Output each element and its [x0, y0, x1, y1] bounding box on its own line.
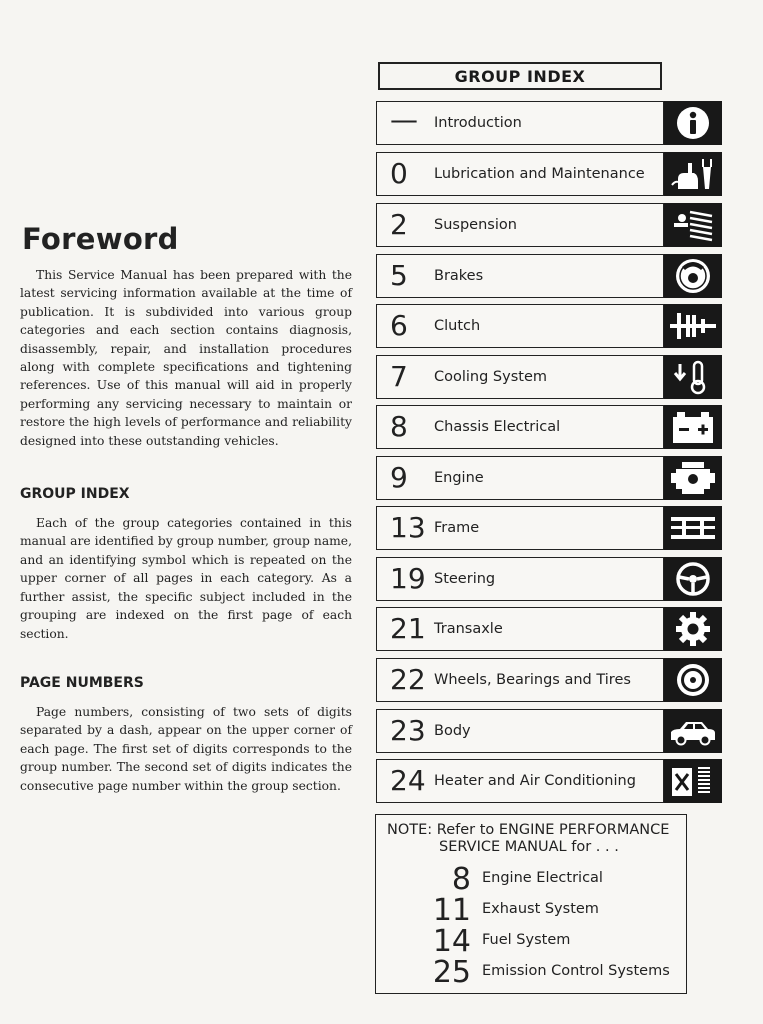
foreword-column — [20, 222, 352, 795]
index-row-wheels[interactable] — [376, 658, 723, 702]
index-row-label: Chassis Electrical — [434, 419, 561, 435]
index-row-label: Clutch — [434, 318, 481, 334]
note-item-number: 25 — [432, 955, 471, 990]
index-row-label: Transaxle — [434, 621, 503, 637]
index-row-label: Suspension — [434, 217, 517, 233]
index-row-number: 13 — [390, 511, 426, 544]
index-row-introduction[interactable] — [376, 101, 723, 145]
brake-disc-icon — [664, 254, 722, 298]
clutch-icon — [664, 304, 722, 348]
group-index-paragraph: Each of the group categories contained in this manual are identified by group number, group name, and an identifying symbol which is repeated on the upper corner of all pages in each category. As a further assist, the specific subject included in the grouping are indexed on the first page of each section. — [20, 516, 352, 641]
index-row-number: 2 — [390, 208, 408, 241]
index-row-heater[interactable] — [376, 759, 723, 803]
index-row-lubrication[interactable] — [376, 152, 723, 196]
index-row-number: 23 — [390, 714, 426, 747]
group-index-title: GROUP INDEX — [378, 62, 662, 90]
index-row-cooling[interactable] — [376, 355, 723, 399]
spring-icon — [664, 203, 722, 247]
oil-can-wrench-icon — [664, 152, 722, 196]
index-row-chassis-electrical[interactable] — [376, 405, 723, 449]
note-line-1: NOTE: Refer to ENGINE PERFORMANCE — [387, 822, 670, 838]
index-row-brakes[interactable] — [376, 254, 723, 298]
note-item-label: Engine Electrical — [482, 870, 603, 886]
index-row-label: Steering — [434, 571, 496, 587]
note-box — [375, 814, 687, 994]
page-numbers-paragraph: Page numbers, consisting of two sets of digits separated by a dash, appear on the upper corner of each page. The first set of digits corresponds to the group number. The second set of digits indicates the consecutive page number within the group section. — [20, 704, 352, 793]
page-numbers-heading: PAGE NUMBERS — [20, 674, 144, 691]
index-row-engine[interactable] — [376, 456, 723, 500]
index-row-number: 22 — [390, 663, 426, 696]
foreword-paragraph: This Service Manual has been prepared with the latest servicing information available at the time of publication. It is subdivided into various group categories and each section contains diagnosis, disassembly, repair, and installation procedures along with complete specifications and tightening references. Use of this manual will aid in properly performing any servicing necessary to maintain or restore the high levels of performance and reliability designed into these outstanding vehicles. — [20, 268, 352, 448]
note-item-number: 8 — [451, 862, 471, 897]
group-index-heading: GROUP INDEX — [20, 486, 130, 503]
gear-icon — [664, 607, 722, 651]
index-row-label: Introduction — [434, 115, 522, 131]
engine-icon — [664, 456, 722, 500]
index-row-number: 6 — [390, 309, 408, 342]
index-row-label: Body — [434, 723, 471, 739]
index-row-clutch[interactable] — [376, 304, 723, 348]
note-item-number: 11 — [432, 893, 471, 928]
index-row-number: 19 — [390, 562, 426, 595]
index-row-number: 0 — [390, 157, 408, 190]
index-row-suspension[interactable] — [376, 203, 723, 247]
note-item-number: 14 — [432, 924, 471, 959]
info-icon — [664, 101, 722, 145]
car-icon — [664, 709, 722, 753]
index-row-label: Lubrication and Maintenance — [434, 166, 645, 182]
index-row-number: 9 — [390, 461, 408, 494]
index-row-body[interactable] — [376, 709, 723, 753]
heater-icon — [664, 759, 722, 803]
index-row-number: 21 — [390, 612, 426, 645]
foreword-title: Foreword — [22, 222, 179, 256]
index-row-transaxle[interactable] — [376, 607, 723, 651]
index-row-label: Engine — [434, 470, 484, 486]
index-row-frame[interactable] — [376, 506, 723, 550]
index-row-number: 24 — [390, 764, 426, 797]
index-row-label: Wheels, Bearings and Tires — [434, 672, 631, 688]
steering-wheel-icon — [664, 557, 722, 601]
index-row-label: Heater and Air Conditioning — [434, 773, 636, 789]
index-row-label: Cooling System — [434, 369, 547, 385]
index-row-number: 7 — [390, 360, 408, 393]
wheel-icon — [664, 658, 722, 702]
index-row-label: Brakes — [434, 268, 484, 284]
battery-icon — [664, 405, 722, 449]
note-item-label: Exhaust System — [482, 901, 599, 917]
frame-icon — [664, 506, 722, 550]
index-row-number: 5 — [390, 259, 408, 292]
thermometer-icon — [664, 355, 722, 399]
index-row-number: — — [390, 103, 418, 136]
index-row-label: Frame — [434, 520, 480, 536]
note-line-2: SERVICE MANUAL for . . . — [439, 839, 619, 855]
index-row-number: 8 — [390, 410, 408, 443]
note-item-label: Fuel System — [482, 932, 571, 948]
index-row-steering[interactable] — [376, 557, 723, 601]
note-item-label: Emission Control Systems — [482, 963, 670, 979]
